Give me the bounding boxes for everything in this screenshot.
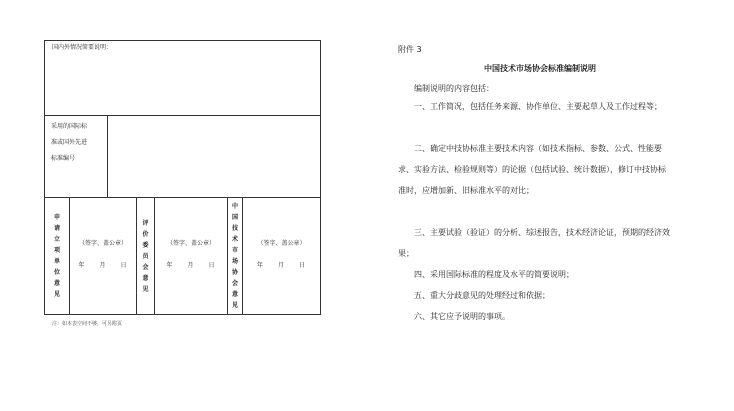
seal-note: （签字、盖公章） bbox=[257, 240, 306, 247]
item-3-paragraph: 三、主要试验（验证）的分析、综述报告，技术经济论证，预期的经济效果； bbox=[398, 228, 670, 258]
item-4-paragraph: 四、采用国际标准的程度及水平的简要说明； bbox=[414, 270, 574, 279]
vchar: 技 bbox=[231, 225, 238, 232]
vchar: 国 bbox=[231, 214, 238, 221]
vchar: 见 bbox=[142, 285, 149, 293]
association-opinion-label bbox=[228, 198, 243, 314]
vchar: 请 bbox=[53, 225, 60, 232]
date-line: 年 月 日 bbox=[256, 262, 306, 269]
vchar: 会 bbox=[142, 263, 149, 271]
domestic-foreign-label: 国内外情况简要说明： bbox=[52, 44, 113, 51]
form-footnote: 注：如本表空间不够，可另附页 bbox=[52, 321, 123, 327]
vchar: 委 bbox=[142, 241, 149, 249]
document-title: 中国技术市场协会标准编制说明 bbox=[484, 64, 596, 73]
vchar: 价 bbox=[142, 230, 149, 238]
intl-standard-label-line-2: 准或国外先进 bbox=[51, 139, 88, 146]
applicant-signature-cell bbox=[70, 198, 137, 314]
item-5-paragraph: 五、重大分歧意见的处理经过和依据； bbox=[414, 291, 550, 300]
application-form-table bbox=[44, 40, 321, 315]
intl-standard-row bbox=[45, 116, 320, 198]
opinions-row bbox=[45, 198, 320, 314]
vchar: 单 bbox=[53, 258, 60, 265]
intl-standard-label-line-3: 标准编号 bbox=[51, 155, 76, 162]
vchar: 意 bbox=[142, 274, 149, 282]
intro-paragraph: 编制说明的内容包括： bbox=[414, 84, 494, 93]
vchar: 位 bbox=[53, 269, 60, 276]
intl-standard-label-line-1: 采用的国际标 bbox=[51, 123, 88, 130]
vchar: 申 bbox=[53, 214, 60, 221]
annex-label: 附件 3 bbox=[398, 45, 422, 54]
item-6-paragraph: 六、其它应予说明的事项。 bbox=[414, 312, 510, 321]
vchar: 项 bbox=[53, 247, 60, 254]
review-committee-signature-cell bbox=[155, 198, 228, 314]
domestic-foreign-situation-row bbox=[45, 41, 320, 116]
date-line: 年 月 日 bbox=[78, 262, 128, 269]
vchar: 中 bbox=[231, 203, 238, 210]
review-committee-opinion-label bbox=[137, 198, 155, 314]
seal-note: （签字、盖公章） bbox=[78, 240, 127, 247]
vchar: 见 bbox=[231, 302, 238, 309]
vchar: 员 bbox=[142, 252, 149, 260]
vchar: 协 bbox=[231, 269, 238, 276]
vchar: 市 bbox=[231, 247, 238, 254]
association-signature-cell bbox=[243, 198, 320, 314]
item-2-paragraph: 二、确定中技协标准主要技术内容（如技术指标、参数、公式、性能要求、实验方法、检验规则等）的论据（包括试验、统计数据），修订中技协标准时，应增加新、旧标准水平的对比； bbox=[398, 144, 666, 195]
vchar: 见 bbox=[53, 291, 60, 298]
date-line: 年 月 日 bbox=[166, 262, 216, 269]
vchar: 意 bbox=[53, 280, 60, 287]
item-1-paragraph: 一、工作简况，包括任务来源、协作单位、主要起草人及工作过程等； bbox=[414, 102, 662, 111]
vchar: 立 bbox=[53, 236, 60, 243]
vchar: 术 bbox=[231, 236, 238, 243]
intl-standard-label bbox=[45, 116, 108, 198]
vchar: 意 bbox=[231, 291, 238, 298]
vchar: 评 bbox=[142, 219, 149, 227]
applicant-opinion-label bbox=[45, 198, 70, 314]
vchar: 场 bbox=[231, 258, 238, 265]
vchar: 会 bbox=[231, 280, 238, 287]
seal-note: （签字、盖公章） bbox=[166, 240, 215, 247]
